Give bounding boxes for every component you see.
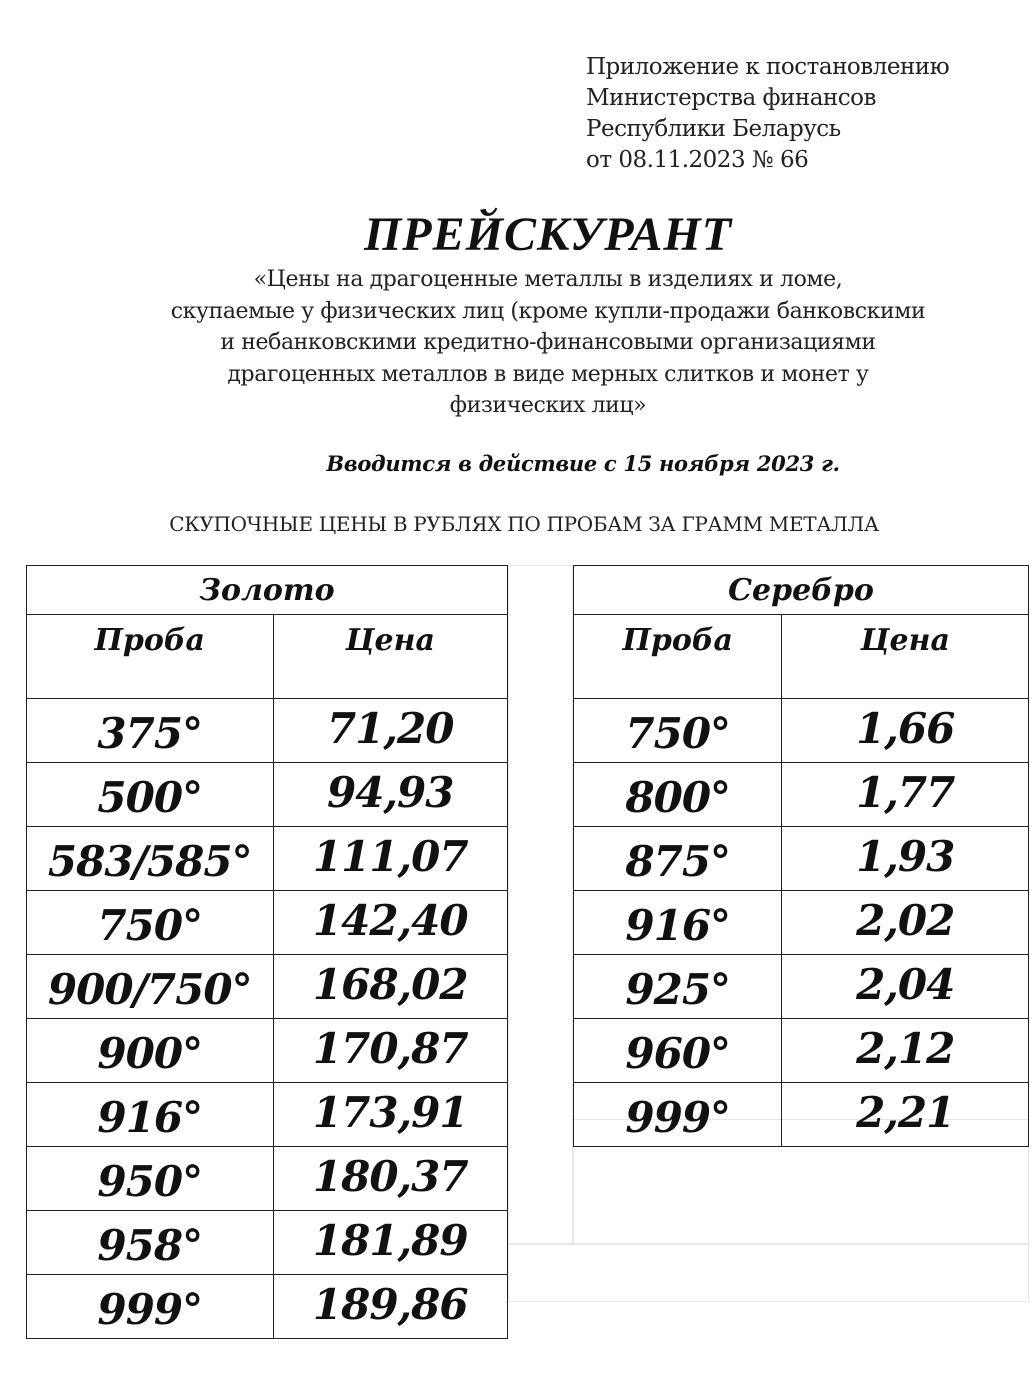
silver-price-cell: 1,93	[782, 827, 1029, 891]
annex-date-line: от 08.11.2023 № 66	[586, 147, 809, 173]
gold-table-row	[27, 1275, 508, 1339]
silver-probe-cell: 800°	[574, 763, 782, 827]
gold-probe-cell: 999°	[27, 1275, 274, 1339]
subtitle-line: физических лиц»	[449, 393, 647, 418]
silver-probe-cell: 999°	[574, 1083, 782, 1147]
silver-probe-column-header: Проба	[574, 615, 782, 699]
silver-table-row	[574, 891, 1029, 955]
annex-line: Приложение к постановлению	[586, 54, 950, 80]
gold-table-row	[27, 1083, 508, 1147]
annex-note	[586, 52, 949, 176]
gold-price-column-header: Цена	[273, 615, 508, 699]
subtitle-line: «Цены на драгоценные металлы в изделиях и ломе,	[253, 267, 843, 292]
gold-probe-cell: 900°	[27, 1019, 274, 1083]
silver-header: Серебро	[574, 566, 1029, 615]
document-subtitle	[120, 264, 976, 422]
gold-probe-cell: 583/585°	[27, 827, 274, 891]
silver-price-cell: 2,02	[782, 891, 1029, 955]
grid-gap-cell	[508, 565, 573, 1244]
gold-header: Золото	[27, 566, 508, 615]
gold-table-row	[27, 763, 508, 827]
silver-probe-cell: 960°	[574, 1019, 782, 1083]
gold-table-row	[27, 1019, 508, 1083]
gold-price-cell: 170,87	[273, 1019, 508, 1083]
silver-probe-cell: 750°	[574, 699, 782, 763]
silver-probe-cell: 916°	[574, 891, 782, 955]
gold-price-cell: 142,40	[273, 891, 508, 955]
gold-probe-cell: 900/750°	[27, 955, 274, 1019]
silver-table-row	[574, 1019, 1029, 1083]
annex-line: Министерства финансов	[586, 85, 876, 111]
annex-line: Республики Беларусь	[586, 116, 841, 142]
silver-price-cell: 2,12	[782, 1019, 1029, 1083]
silver-table-row	[574, 763, 1029, 827]
silver-price-column-header: Цена	[782, 615, 1029, 699]
gold-table-row	[27, 955, 508, 1019]
silver-table-row	[574, 1083, 1029, 1147]
gold-price-cell: 71,20	[273, 699, 508, 763]
document-title: ПРЕЙСКУРАНТ	[363, 208, 733, 261]
grid-empty-cell	[508, 1244, 1029, 1302]
silver-price-table	[573, 565, 1029, 1147]
gold-table-row	[27, 1147, 508, 1211]
gold-price-cell: 189,86	[273, 1275, 508, 1339]
gold-probe-cell: 750°	[27, 891, 274, 955]
gold-price-cell: 111,07	[273, 827, 508, 891]
gold-probe-cell: 958°	[27, 1211, 274, 1275]
gold-price-cell: 180,37	[273, 1147, 508, 1211]
gold-price-table	[26, 565, 508, 1339]
gold-price-cell: 168,02	[273, 955, 508, 1019]
gold-table-row	[27, 827, 508, 891]
subtitle-line: и небанковскими кредитно-финансовыми организациями	[220, 330, 876, 355]
gold-table-row	[27, 1211, 508, 1275]
gold-probe-column-header: Проба	[27, 615, 274, 699]
gold-price-cell: 173,91	[273, 1083, 508, 1147]
gold-probe-cell: 950°	[27, 1147, 274, 1211]
gold-probe-cell: 375°	[27, 699, 274, 763]
silver-table-row	[574, 955, 1029, 1019]
effective-date: Вводится в действие с 15 ноября 2023 г.	[326, 451, 840, 476]
silver-price-cell: 2,21	[782, 1083, 1029, 1147]
gold-table-row	[27, 891, 508, 955]
gold-price-cell: 94,93	[273, 763, 508, 827]
silver-table-row	[574, 827, 1029, 891]
gold-price-cell: 181,89	[273, 1211, 508, 1275]
subtitle-line: драгоценных металлов в виде мерных слитков и монет у	[227, 361, 869, 387]
subtitle-line: скупаемые у физических лиц (кроме купли-продажи банковскими	[170, 298, 926, 324]
table-caption: СКУПОЧНЫЕ ЦЕНЫ В РУБЛЯХ ПО ПРОБАМ ЗА ГРАММ МЕТАЛЛА	[169, 512, 879, 536]
silver-price-cell: 2,04	[782, 955, 1029, 1019]
silver-price-cell: 1,77	[782, 763, 1029, 827]
silver-probe-cell: 875°	[574, 827, 782, 891]
silver-probe-cell: 925°	[574, 955, 782, 1019]
gold-probe-cell: 500°	[27, 763, 274, 827]
silver-table-row	[574, 699, 1029, 763]
silver-price-cell: 1,66	[782, 699, 1029, 763]
gold-table-row	[27, 699, 508, 763]
gold-probe-cell: 916°	[27, 1083, 274, 1147]
